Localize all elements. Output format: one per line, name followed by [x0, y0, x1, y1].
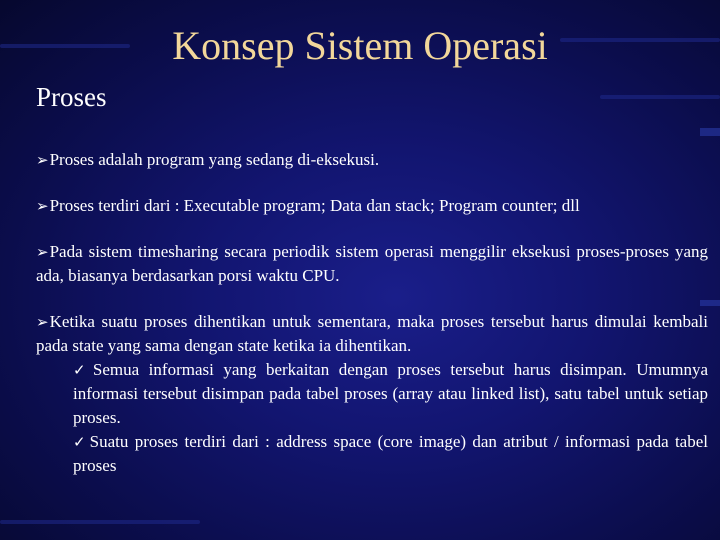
- bullet-item: [36, 148, 708, 172]
- arrow-icon: ➢: [36, 197, 49, 215]
- arrow-icon: ➢: [36, 243, 49, 261]
- slide-content: [36, 148, 708, 478]
- bullet-text: Proses adalah program yang sedang di-eksekusi.: [49, 150, 380, 169]
- bullet-item: [36, 310, 708, 358]
- sub-bullet-text: Semua informasi yang berkaitan dengan proses tersebut harus disimpan. Umumnya informasi tersebut disimpan pada tabel proses (array atau linked list), satu tabel untuk setiap proses.: [73, 360, 708, 427]
- slide-title: Konsep Sistem Operasi: [172, 23, 548, 68]
- arrow-icon: ➢: [36, 151, 49, 169]
- check-icon: ✓: [73, 361, 91, 379]
- sub-bullet-item: [73, 358, 708, 430]
- background-streak: [0, 520, 200, 524]
- check-icon: ✓: [73, 433, 88, 451]
- bullet-item: [36, 194, 708, 218]
- sub-bullet-item: [73, 430, 708, 478]
- sub-bullet-text: Suatu proses terdiri dari : address space (core image) dan atribut / informasi pada tabel proses: [73, 432, 708, 475]
- arrow-icon: ➢: [36, 313, 49, 331]
- background-streak: [600, 95, 720, 99]
- slide-subtitle: Proses: [36, 82, 107, 112]
- bullet-text: Ketika suatu proses dihentikan untuk sementara, maka proses tersebut harus dimulai kembali pada state yang sama dengan state ketika ia dihentikan.: [36, 312, 708, 355]
- bullet-text: Pada sistem timesharing secara periodik sistem operasi menggilir eksekusi proses-proses yang ada, biasanya berdasarkan porsi waktu CPU.: [36, 242, 708, 285]
- bullet-item: [36, 240, 708, 288]
- background-block: [700, 128, 720, 136]
- bullet-text: Proses terdiri dari : Executable program; Data dan stack; Program counter; dll: [49, 196, 580, 215]
